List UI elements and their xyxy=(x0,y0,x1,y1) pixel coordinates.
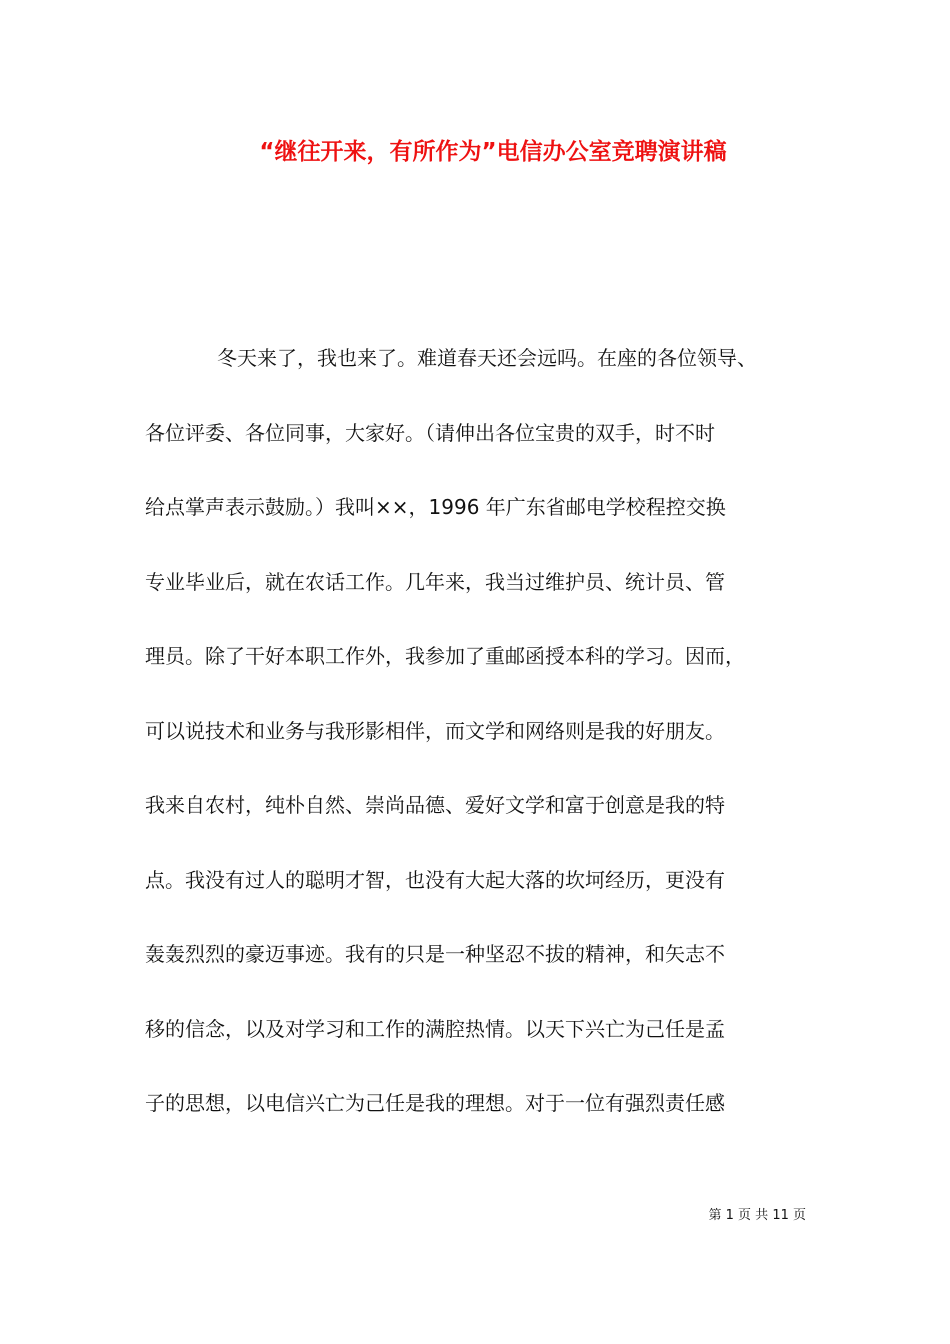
text-line: 各位评委、各位同事，大家好。（请伸出各位宝贵的双手，时不时 xyxy=(145,420,715,445)
document-title: “继往开来，有所作为”电信办公室竞聘演讲稿 xyxy=(259,139,727,165)
text-line: 轰轰烈烈的豪迈事迹。我有的只是一种坚忍不拔的精神，和矢志不 xyxy=(145,942,725,966)
page-number-footer: 第 1 页 共 11 页 xyxy=(708,1208,806,1223)
text-line: 冬天来了，我也来了。难道春天还会远吗。在座的各位领导、 xyxy=(217,346,757,370)
text-line: 我来自农村，纯朴自然、崇尚品德、爱好文学和富于创意是我的特 xyxy=(145,793,725,817)
text-line: 可以说技术和业务与我形影相伴，而文学和网络则是我的好朋友。 xyxy=(145,718,725,743)
text-line: 子的思想，以电信兴亡为己任是我的理想。对于一位有强烈责任感 xyxy=(145,1091,725,1115)
text-line: 点。我没有过人的聪明才智，也没有大起大落的坎坷经历，更没有 xyxy=(145,867,725,892)
body-paragraph xyxy=(145,338,825,1158)
text-line: 给点掌声表示鼓励。）我叫××，1996 年广东省邮电学校程控交换 xyxy=(145,495,726,519)
text-line: 专业毕业后，就在农话工作。几年来，我当过维护员、统计员、管 xyxy=(145,569,725,594)
text-line: 移的信念，以及对学习和工作的满腔热情。以天下兴亡为己任是孟 xyxy=(145,1016,725,1041)
text-line: 理员。除了干好本职工作外，我参加了重邮函授本科的学习。因而， xyxy=(145,644,745,668)
